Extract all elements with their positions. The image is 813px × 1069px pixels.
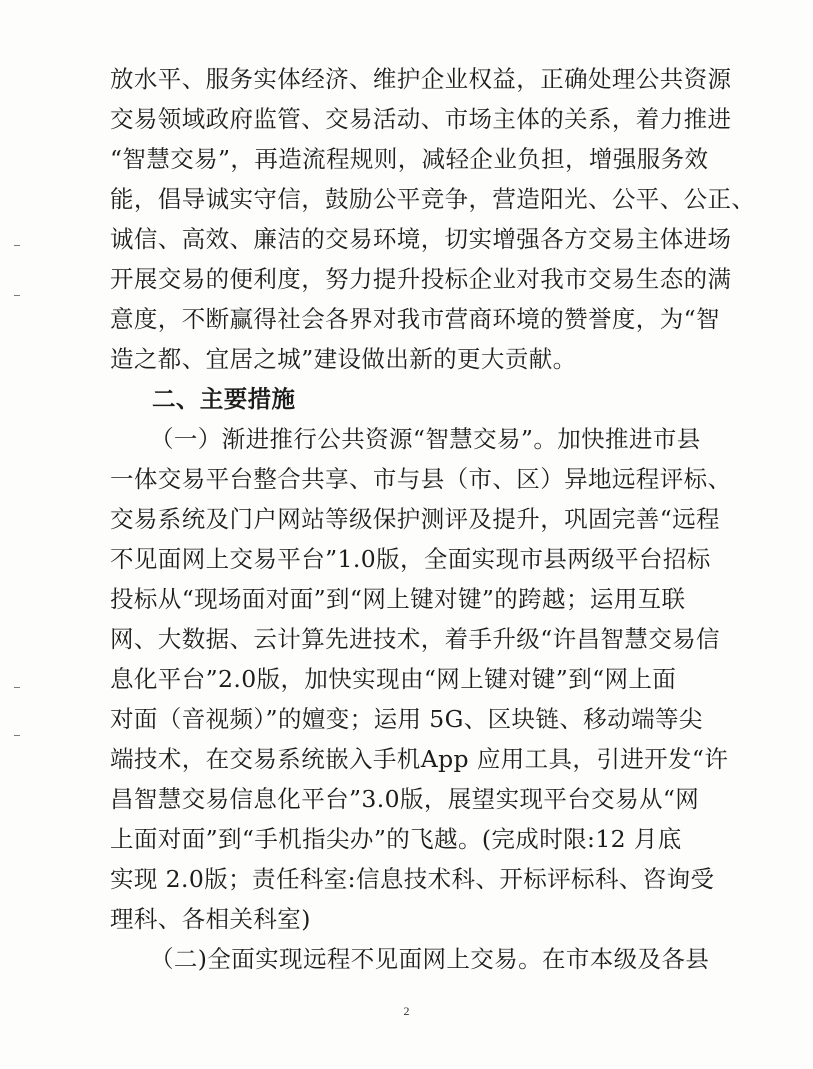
body-text-line: 昌智慧交易信息化平台”3.0版，展望实现平台交易从“网: [110, 785, 700, 813]
body-text-line: 造之都、宜居之城”建设做出新的更大贡献。: [110, 345, 577, 373]
body-text-line: 诚信、高效、廉洁的交易环境，切实增强各方交易主体进场: [110, 225, 732, 253]
body-text-line: 不见面网上交易平台”1.0版，全面实现市县两级平台招标: [110, 545, 711, 573]
body-text-line: 实现 2.0版；责任科室:信息技术科、开标评标科、咨询受: [110, 865, 715, 893]
body-text-line: （二)全面实现远程不见面网上交易。在市本级及各县: [150, 945, 710, 973]
body-text-line: （一）渐进推行公共资源“智慧交易”。加快推进市县: [150, 425, 701, 453]
body-text-line: 放水平、服务实体经济、维护企业权益，正确处理公共资源: [110, 65, 732, 93]
body-text-line: 一体交易平台整合共享、市与县（市、区）异地远程评标、: [110, 465, 732, 493]
margin-mark: [14, 735, 20, 736]
margin-mark: [14, 295, 20, 296]
body-text-line: 对面（音视频）”的嬗变；运用 5G、区块链、移动端等尖: [110, 705, 703, 733]
margin-mark: [14, 687, 20, 688]
body-text-line: 交易领域政府监管、交易活动、市场主体的关系，着力推进: [110, 105, 732, 133]
body-text-line: 开展交易的便利度，努力提升投标企业对我市交易生态的满: [110, 265, 732, 293]
body-text-line: 网、大数据、云计算先进技术，着手升级“许昌智慧交易信: [110, 625, 720, 653]
section-heading: 二、主要措施: [152, 385, 296, 413]
body-text-line: 上面对面”到“手机指尖办”的飞越。(完成时限:12 月底: [110, 825, 682, 853]
page-number: 2: [403, 1004, 410, 1018]
margin-mark: [14, 245, 20, 246]
body-text-line: 能，倡导诚实守信，鼓励公平竞争，营造阳光、公平、公正、: [110, 185, 756, 213]
body-text-line: 理科、各相关科室): [110, 905, 311, 933]
body-text-line: “智慧交易”，再造流程规则，减轻企业负担，增强服务效: [110, 145, 709, 173]
body-text-line: 意度，不断赢得社会各界对我市营商环境的赞誉度，为“智: [110, 305, 720, 333]
body-text-line: 投标从“现场面对面”到“网上键对键”的跨越；运用互联: [110, 585, 686, 613]
body-text-line: 交易系统及门户网站等级保护测评及提升，巩固完善“远程: [110, 505, 720, 533]
body-text-line: 端技术，在交易系统嵌入手机App 应用工具，引进开发“许: [110, 745, 729, 773]
body-text-line: 息化平台”2.0版，加快实现由“网上键对键”到“网上面: [110, 665, 677, 693]
